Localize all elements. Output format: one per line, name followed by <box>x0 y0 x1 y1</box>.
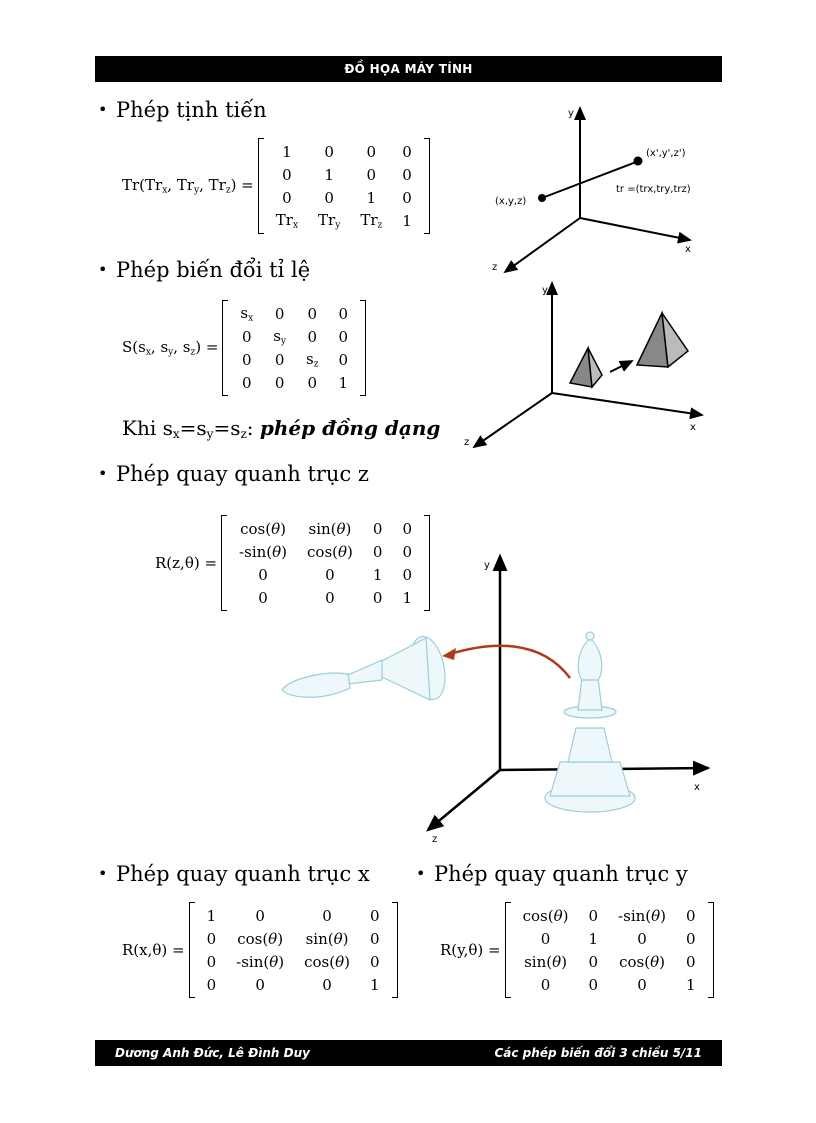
matrix-cell: 1 <box>369 975 380 994</box>
matrix-cell: 0 <box>324 142 334 161</box>
translation-lhs: $Tr(Tr_x$, $Tr_y$, $Tr_z$) = <box>122 176 254 196</box>
matrix-cell: 0 <box>402 565 412 584</box>
matrix-row <box>197 950 390 973</box>
matrix-cell: $s_y$ <box>273 326 286 347</box>
rotation-arrow-head-icon <box>442 648 456 660</box>
matrix-cell: 0 <box>206 952 217 971</box>
matrix-cell: 0 <box>242 350 252 369</box>
scale-arrow <box>610 361 632 372</box>
matrix-cell: 0 <box>402 188 412 207</box>
matrix-cell: 0 <box>540 975 551 994</box>
matrix-cell: 0 <box>402 519 412 538</box>
rot-z-title: Phép quay quanh trục z <box>116 462 369 486</box>
matrix-cell: 1 <box>324 165 334 184</box>
matrix-cell: 0 <box>369 929 380 948</box>
matrix-cell: 0 <box>206 929 217 948</box>
rot-z-lhs: R(z,θ) = <box>155 554 218 572</box>
axis-z-line <box>505 218 580 272</box>
matrix-cell: 0 <box>366 165 377 184</box>
matrix-cell: 0 <box>338 350 348 369</box>
matrix-cell: -sin(θ) <box>239 542 288 561</box>
matrix-cell: $Tr_x$ <box>275 210 299 231</box>
label-point-end: (x',y',z') <box>646 148 686 159</box>
matrix-cell: 0 <box>588 906 599 925</box>
matrix-cell: 0 <box>588 952 599 971</box>
translation-title: Phép tịnh tiến <box>116 98 267 122</box>
matrix-cell: 0 <box>338 327 348 346</box>
bullet-scaling <box>98 258 310 282</box>
matrix-cell: 0 <box>307 373 317 392</box>
matrix-cell: 0 <box>322 906 332 925</box>
matrix-row <box>266 186 422 209</box>
bullet-dot-icon: • <box>416 864 426 883</box>
matrix-cell: 0 <box>258 588 268 607</box>
matrix-row <box>513 973 706 996</box>
matrix-cell: 0 <box>274 350 285 369</box>
footer-authors: Dương Anh Đức, Lê Đình Duy <box>115 1046 310 1060</box>
matrix-cell: 1 <box>372 565 383 584</box>
matrix-cell: 0 <box>588 975 599 994</box>
matrix-cell: sin(θ) <box>308 519 352 538</box>
axis-z-line <box>428 770 500 830</box>
matrix-cell: 0 <box>372 519 383 538</box>
rot-y-equation <box>440 902 714 998</box>
matrix-cell: 0 <box>686 929 696 948</box>
rot-x-lhs: R(x,θ) = <box>122 941 185 959</box>
matrix-cell: 0 <box>206 975 217 994</box>
rot-y-title: Phép quay quanh trục y <box>434 862 688 886</box>
matrix-cell: 0 <box>255 906 265 925</box>
translation-matrix <box>258 138 430 234</box>
matrix-cell: 1 <box>402 588 412 607</box>
rot-y-lhs: R(y,θ) = <box>440 941 501 959</box>
matrix-cell: -sin(θ) <box>236 952 285 971</box>
matrix-cell: 0 <box>282 188 292 207</box>
label-axis-z: z <box>492 262 498 273</box>
matrix-cell: 1 <box>588 929 599 948</box>
matrix-cell: 0 <box>366 142 377 161</box>
label-axis-y: y <box>484 560 490 571</box>
label-axis-x: x <box>690 422 696 433</box>
matrix-row <box>230 348 358 371</box>
footer-topic-page: Các phép biến đổi 3 chiều 5/11 <box>494 1046 702 1060</box>
bullet-dot-icon: • <box>98 864 108 883</box>
rotation-arrow <box>450 646 570 678</box>
matrix-row <box>197 973 390 996</box>
matrix-row <box>513 904 706 927</box>
bullet-dot-icon: • <box>98 100 108 119</box>
matrix-cell: cos(θ) <box>522 906 569 925</box>
matrix-cell: $Tr_z$ <box>360 210 383 231</box>
axis-x-line <box>552 393 702 415</box>
matrix-cell: 1 <box>366 188 377 207</box>
matrix-cell: cos(θ) <box>237 929 284 948</box>
matrix-cell: 0 <box>402 165 412 184</box>
translation-figure <box>490 100 720 280</box>
scaling-figure <box>462 275 712 450</box>
matrix-row <box>197 904 390 927</box>
label-vector: tr =(trx,try,trz) <box>616 184 691 195</box>
header-bar <box>95 56 722 82</box>
rot-x-equation <box>122 902 398 998</box>
scaling-lhs: $S(s_x$, $s_y$, $s_z$) = <box>122 338 219 358</box>
matrix-cell: 0 <box>402 542 412 561</box>
matrix-cell: 0 <box>402 142 412 161</box>
matrix-cell: 1 <box>282 142 292 161</box>
matrix-row <box>197 927 390 950</box>
matrix-cell: 0 <box>324 188 334 207</box>
matrix-cell: 0 <box>372 542 383 561</box>
matrix-cell: 1 <box>206 906 217 925</box>
matrix-row <box>230 302 358 325</box>
scaling-note-prefix: Khi $s_x=s_y=s_z$: <box>122 416 260 441</box>
scaling-note <box>122 416 440 441</box>
matrix-cell: cos(θ) <box>304 952 350 971</box>
label-axis-z: z <box>464 437 470 448</box>
translation-equation <box>122 138 430 234</box>
rot-x-matrix <box>189 902 398 998</box>
matrix-cell: 0 <box>325 588 335 607</box>
matrix-cell: 0 <box>242 327 252 346</box>
scaling-equation <box>122 300 366 396</box>
label-axis-x: x <box>694 782 700 793</box>
header-title: ĐỒ HỌA MÁY TÍNH <box>344 62 473 76</box>
axis-x-line <box>580 218 690 240</box>
matrix-cell: 0 <box>274 304 285 323</box>
bullet-translation <box>98 98 267 122</box>
matrix-cell: 0 <box>322 975 332 994</box>
matrix-row <box>266 163 422 186</box>
matrix-cell: $Tr_y$ <box>318 210 341 231</box>
matrix-cell: 0 <box>540 929 551 948</box>
matrix-row <box>229 517 422 540</box>
scaling-matrix <box>222 300 366 396</box>
matrix-cell: sin(θ) <box>305 929 349 948</box>
matrix-cell: 0 <box>686 952 696 971</box>
matrix-cell: 0 <box>307 304 317 323</box>
matrix-row <box>266 140 422 163</box>
matrix-cell: cos(θ) <box>619 952 665 971</box>
bullet-dot-icon: • <box>98 260 108 279</box>
matrix-row <box>513 927 706 950</box>
bullet-rot-y <box>416 862 688 886</box>
matrix-cell: 1 <box>686 975 696 994</box>
matrix-cell: $s_x$ <box>240 303 254 324</box>
matrix-cell: 0 <box>338 304 348 323</box>
matrix-cell: 0 <box>372 588 383 607</box>
matrix-cell: 0 <box>242 373 252 392</box>
matrix-cell: 0 <box>637 975 647 994</box>
bullet-rot-z <box>98 462 369 486</box>
matrix-cell: $s_z$ <box>306 349 319 370</box>
scaling-title: Phép biến đổi tỉ lệ <box>116 258 311 282</box>
label-axis-x: x <box>685 244 691 255</box>
matrix-cell: 0 <box>686 906 696 925</box>
bishop-rotated-icon <box>282 633 450 702</box>
matrix-cell: 0 <box>255 975 265 994</box>
rotation-figure <box>270 550 720 845</box>
matrix-cell: cos(θ) <box>240 519 286 538</box>
rot-x-title: Phép quay quanh trục x <box>116 862 370 886</box>
label-point-start: (x,y,z) <box>495 196 527 207</box>
matrix-cell: sin(θ) <box>524 952 568 971</box>
matrix-row <box>230 371 358 394</box>
label-axis-y: y <box>568 108 574 119</box>
matrix-cell: 1 <box>402 211 412 230</box>
bishop-upright-icon <box>545 632 635 812</box>
matrix-cell: 0 <box>369 906 380 925</box>
matrix-cell: -sin(θ) <box>618 906 667 925</box>
bullet-rot-x <box>98 862 370 886</box>
matrix-cell: cos(θ) <box>307 542 353 561</box>
scaling-note-emphasis: phép đồng dạng <box>259 416 441 440</box>
label-axis-z: z <box>432 834 438 845</box>
matrix-cell: 0 <box>369 952 380 971</box>
matrix-row <box>266 209 422 232</box>
matrix-row <box>513 950 706 973</box>
matrix-row <box>230 325 358 348</box>
matrix-cell: 0 <box>282 165 292 184</box>
bullet-dot-icon: • <box>98 464 108 483</box>
label-axis-y: y <box>542 285 548 296</box>
footer-bar <box>95 1040 722 1066</box>
end-point-icon <box>634 157 643 166</box>
matrix-cell: 0 <box>637 929 647 948</box>
matrix-cell: 0 <box>258 565 268 584</box>
matrix-cell: 0 <box>325 565 335 584</box>
axis-z-line <box>474 393 552 447</box>
matrix-cell: 0 <box>274 373 285 392</box>
rot-y-matrix <box>505 902 714 998</box>
matrix-cell: 1 <box>338 373 348 392</box>
matrix-cell: 0 <box>307 327 317 346</box>
